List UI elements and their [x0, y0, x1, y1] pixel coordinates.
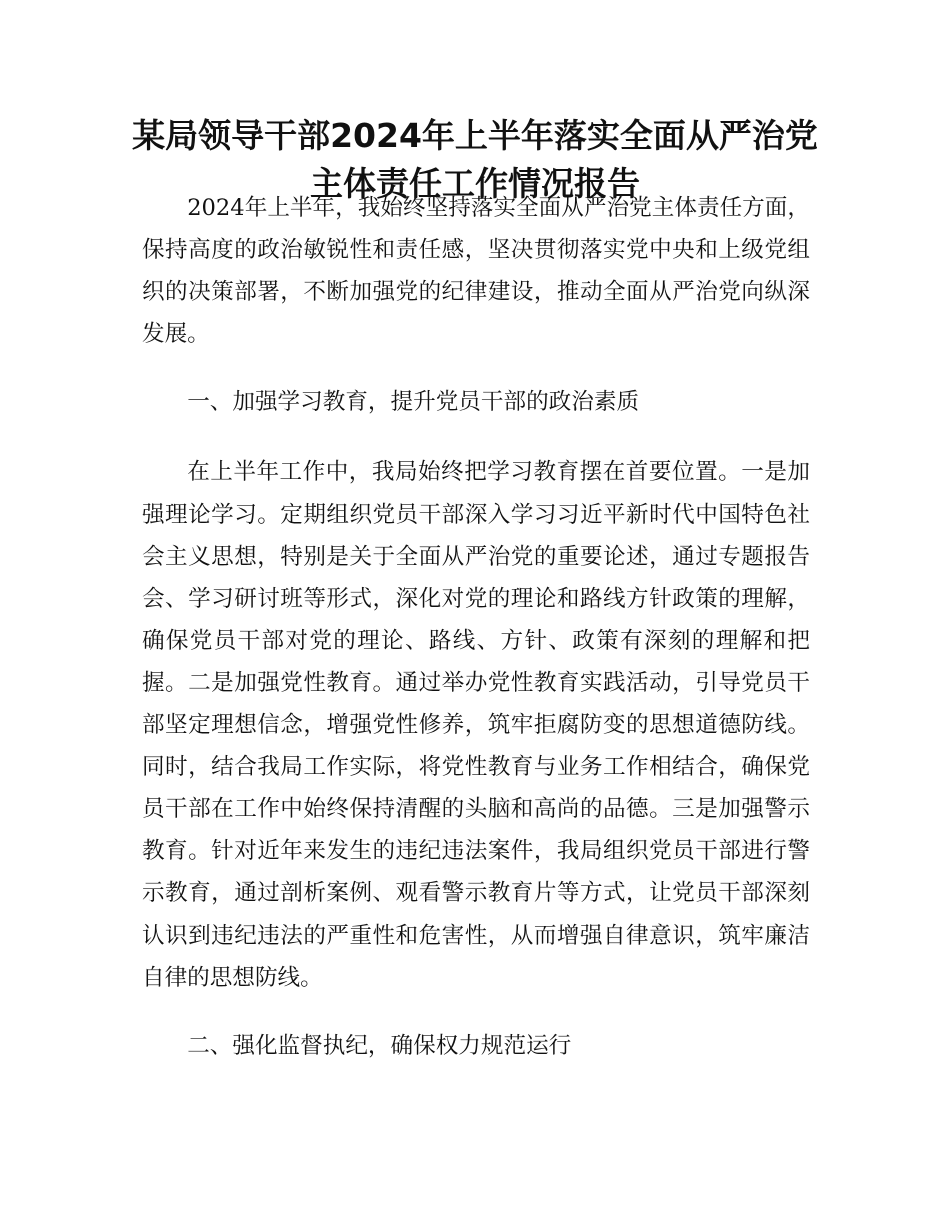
section-heading-2: 二、强化监督执纪，确保权力规范运行 [187, 1032, 572, 1059]
document-body [142, 187, 810, 1095]
section-1-paragraph: 在上半年工作中，我局始终把学习教育摆在首要位置。一是加强理论学习。定期组织党员干部深入学习习近平新时代中国特色社会主义思想，特别是关于全面从严治党的重要论述，通过专题报告会、学习研讨班等形式，深化对党的理论和路线方针政策的理解，确保党员干部对党的理论、路线、方针、政策有深刻的理解和把握。二是加强党性教育。通过举办党性教育实践活动，引导党员干部坚定理想信念，增强党性修养，筑牢拒腐防变的思想道德防线。同时，结合我局工作实际，将党性教育与业务工作相结合，确保党员干部在工作中始终保持清醒的头脑和高尚的品德。三是加强警示教育。针对近年来发生的违纪违法案件，我局组织党员干部进行警示教育，通过剖析案例、观看警示教育片等方式，让党员干部深刻认识到违纪违法的严重性和危害性，从而增强自律意识，筑牢廉洁自律的思想防线。 [142, 459, 810, 991]
title-line-2: 主体责任工作情况报告 [310, 164, 640, 203]
section-heading-1: 一、加强学习教育，提升党员干部的政治素质 [187, 389, 640, 416]
title-line-1: 某局领导干部2024年上半年落实全面从严治党 [132, 116, 818, 155]
intro-paragraph: 2024年上半年，我始终坚持落实全面从严治党主体责任方面，保持高度的政治敏锐性和责任感，坚决贯彻落实党中央和上级党组织的决策部署，不断加强党的纪律建设，推动全面从严治党向纵深发展。 [142, 195, 810, 348]
